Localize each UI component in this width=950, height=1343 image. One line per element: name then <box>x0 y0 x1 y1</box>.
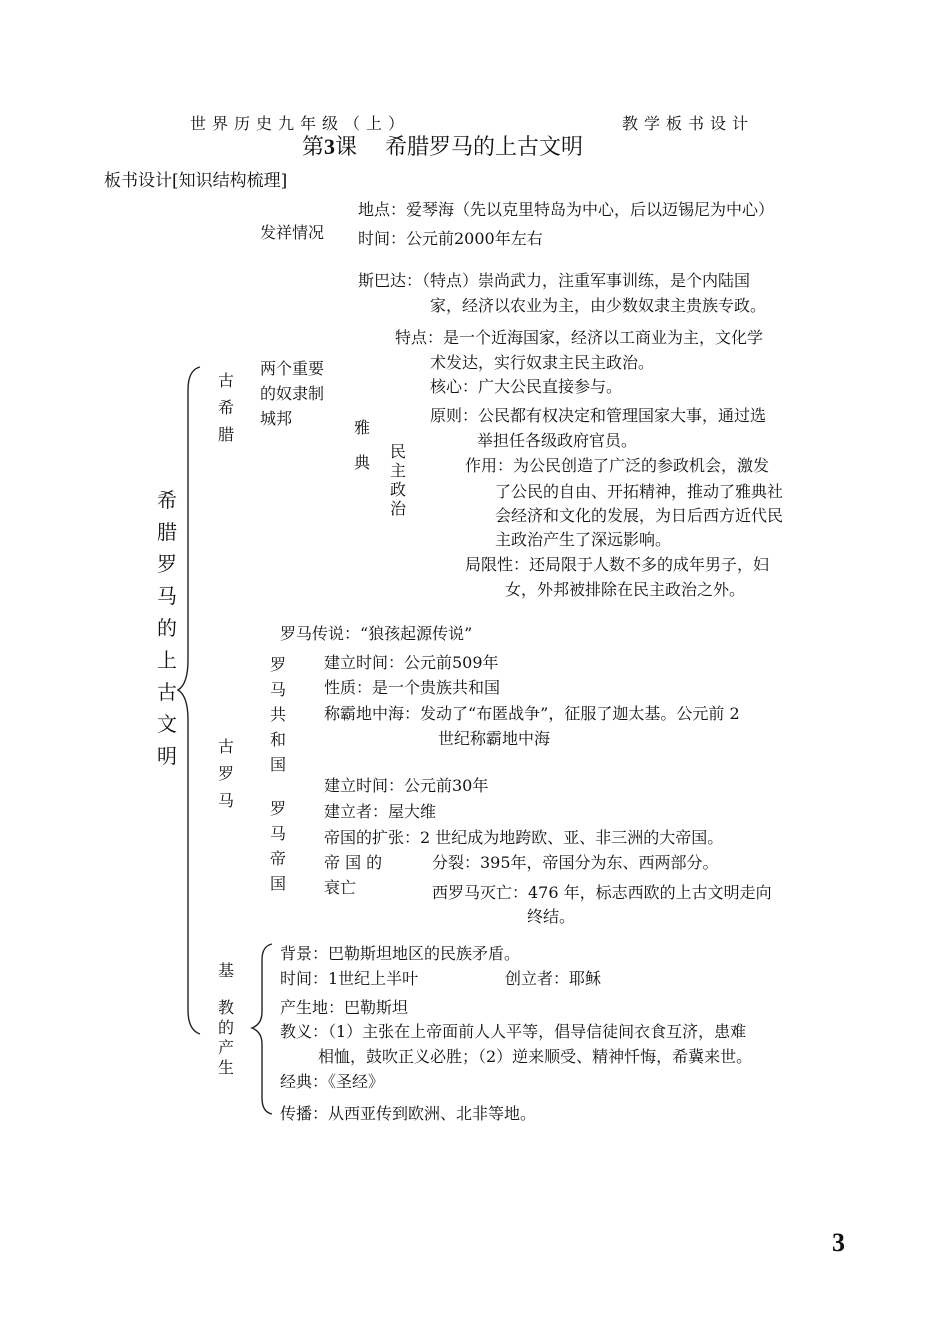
republic-hegemony-line-2: 世纪称霸地中海 <box>438 729 551 748</box>
democracy-limit-line-1: 局限性：还局限于人数不多的成年男子，妇 <box>465 555 770 574</box>
athens-feature-line-1: 特点：是一个近海国家，经济以工商业为主，文化学 <box>395 328 764 347</box>
rome-legend: 罗马传说：“狼孩起源传说” <box>280 624 473 643</box>
democracy-limit-line-2: 女，外邦被排除在民主政治之外。 <box>505 580 746 599</box>
header-course: 世界历史九年级（上） <box>190 114 411 133</box>
western-rome-fall-line-1: 西罗马灭亡：476 年，标志西欧的上古文明走向 <box>432 883 772 902</box>
section-ancient-rome: 古罗马 <box>217 737 234 810</box>
christianity-background: 背景：巴勒斯坦地区的民族矛盾。 <box>280 944 521 963</box>
athens-feature-line-2: 术发达，实行奴隶主民主政治。 <box>430 353 655 372</box>
lesson-title-suffix: 课 <box>335 135 358 160</box>
header-doc-type: 教学板书设计 <box>622 114 755 133</box>
lesson-title-prefix: 第 <box>302 135 325 160</box>
christianity-birthplace: 产生地：巴勒斯坦 <box>280 998 409 1017</box>
democracy-principle-line-2: 举担任各级政府官员。 <box>477 431 638 450</box>
republic-label: 罗马共和国 <box>269 655 286 774</box>
democracy-effect-line-1: 作用：为公民创造了广泛的参政机会，激发 <box>465 456 770 475</box>
main-brace <box>178 367 200 1034</box>
empire-label: 罗马帝国 <box>269 799 286 893</box>
page-number: 3 <box>832 1228 845 1257</box>
city-states-line-1: 两个重要 <box>260 359 325 378</box>
democracy-effect-line-4: 主政治产生了深远影响。 <box>495 530 672 549</box>
christianity-doctrine-line-1: 教义：（1）主张在上帝面前人人平等，倡导信徒间衣食互济，患难 <box>280 1022 747 1041</box>
christianity-spread: 传播：从西亚传到欧洲、北非等地。 <box>280 1104 537 1123</box>
empire-decline-line-1: 帝 国 的 <box>324 853 383 872</box>
democracy-core: 核心：广大公民直接参与。 <box>430 377 623 396</box>
republic-hegemony-line-1: 称霸地中海：发动了“布匿战争”，征服了迦太基。公元前 2 <box>324 704 740 723</box>
lesson-title-main: 希腊罗马的上古文明 <box>385 135 584 160</box>
section-christianity-first: 基 <box>218 961 235 980</box>
democracy-effect-line-3: 会经济和文化的发展，为日后西方近代民 <box>495 506 784 525</box>
sparta-line-2: 家，经济以农业为主，由少数奴隶主贵族专政。 <box>430 296 767 315</box>
christianity-brace <box>252 944 272 1114</box>
section-christianity-rest: 教的产生 <box>217 998 234 1077</box>
city-states-line-3: 城邦 <box>260 409 293 428</box>
empire-split: 分裂：395年，帝国分为东、西两部分。 <box>432 853 719 872</box>
republic-founding-time: 建立时间：公元前509年 <box>324 653 499 672</box>
empire-founder: 建立者：屋大维 <box>324 802 437 821</box>
sparta-line-1: 斯巴达：（特点）崇尚武力，注重军事训练，是个内陆国 <box>358 271 751 290</box>
christianity-founder: 创立者：耶稣 <box>505 969 602 988</box>
origin-label: 发祥情况 <box>260 223 325 242</box>
christianity-scripture: 经典：《圣经》 <box>280 1072 385 1091</box>
origin-place: 地点：爱琴海（先以克里特岛为中心，后以迈锡尼为中心） <box>358 200 775 219</box>
empire-expansion: 帝国的扩张：2 世纪成为地跨欧、亚、非三洲的大帝国。 <box>324 828 724 847</box>
empire-founding-time: 建立时间：公元前30年 <box>324 776 489 795</box>
athens-label: 雅典 <box>353 418 370 472</box>
lesson-number: 3 <box>324 134 336 159</box>
section-ancient-greece: 古希腊 <box>217 371 234 444</box>
empire-decline-line-2: 衰亡 <box>324 878 357 897</box>
main-topic: 希腊罗马的上古文明 <box>157 488 177 768</box>
republic-nature: 性质：是一个贵族共和国 <box>324 678 501 697</box>
democracy-label: 民主政治 <box>389 442 406 518</box>
democracy-effect-line-2: 了公民的自由、开拓精神，推动了雅典社 <box>495 482 784 501</box>
western-rome-fall-line-2: 终结。 <box>527 907 576 926</box>
city-states-line-2: 的奴隶制 <box>260 384 325 403</box>
section-subtitle: 板书设计[知识结构梳理] <box>104 171 288 191</box>
christianity-doctrine-line-2: 相恤，鼓吹正义必胜；（2）逆来顺受、精神忏悔，希冀来世。 <box>318 1047 753 1066</box>
christianity-time: 时间：1世纪上半叶 <box>280 969 419 988</box>
origin-time: 时间：公元前2000年左右 <box>358 229 543 248</box>
democracy-principle-line-1: 原则：公民都有权决定和管理国家大事，通过选 <box>430 406 767 425</box>
